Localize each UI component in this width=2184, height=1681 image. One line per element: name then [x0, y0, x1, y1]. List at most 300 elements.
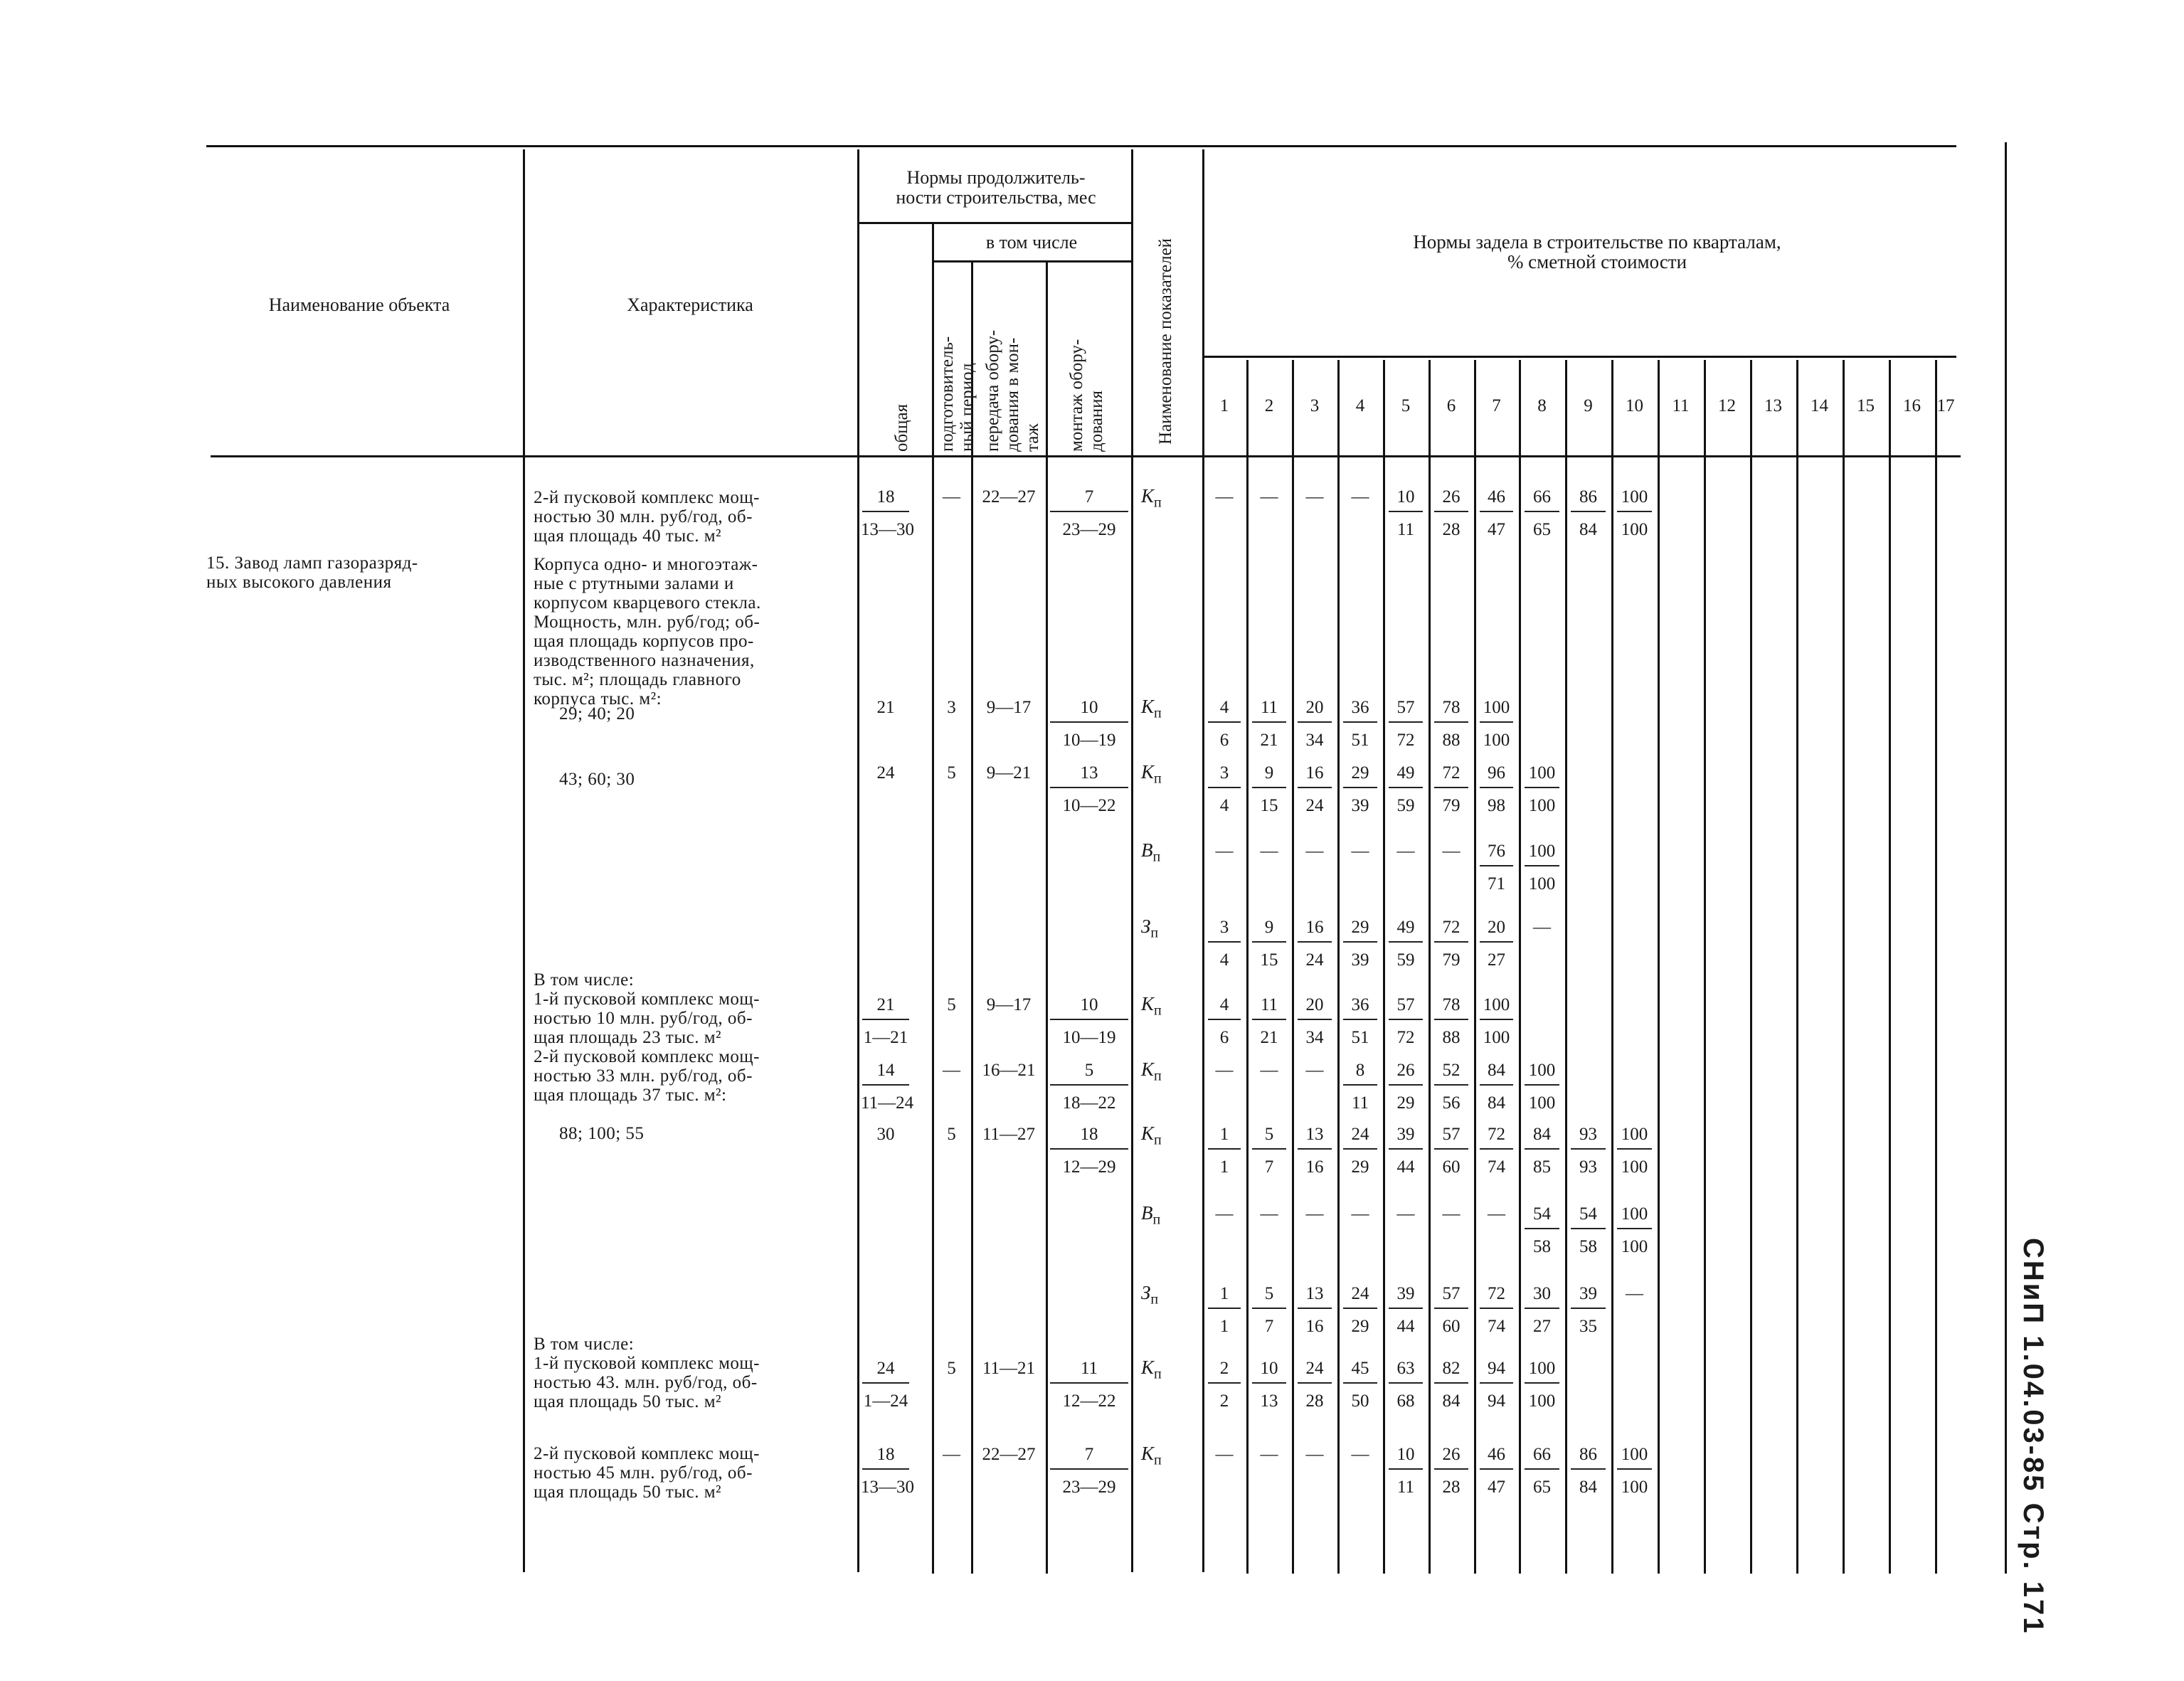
quarter-header: 4 — [1355, 396, 1365, 415]
quarter-value-alt: 11 — [1351, 1093, 1369, 1113]
quarter-value-alt: 72 — [1396, 1028, 1415, 1047]
quarter-value-alt: 84 — [1579, 1478, 1597, 1497]
quarter-value: 11 — [1260, 995, 1278, 1014]
quarter-value-alt: 100 — [1483, 1028, 1510, 1047]
mount-period: 13 — [1080, 763, 1098, 783]
quarter-value-alt: 74 — [1488, 1157, 1505, 1177]
quarter-value: 5 — [1264, 1284, 1274, 1303]
quarter-value: 26 — [1442, 1445, 1461, 1464]
mount-period-range: 10—19 — [1062, 731, 1116, 750]
quarter-value: 76 — [1488, 842, 1505, 861]
mount-period: 10 — [1080, 995, 1098, 1014]
fraction-line — [1343, 1084, 1377, 1086]
quarter-value: 39 — [1396, 1284, 1415, 1303]
transfer-period: 16—21 — [982, 1061, 1036, 1080]
quarter-value-alt: 72 — [1396, 731, 1415, 750]
char-text-3: 43; 60; 30 — [559, 770, 635, 789]
mount-period: 5 — [1084, 1061, 1094, 1080]
quarter-divider — [1889, 360, 1891, 1574]
quarter-header: 2 — [1264, 396, 1274, 415]
total-duration: 24 — [876, 1359, 895, 1378]
quarter-value: 52 — [1442, 1061, 1461, 1080]
fraction-line — [1050, 1382, 1128, 1384]
quarter-value: 54 — [1533, 1204, 1551, 1224]
column-divider — [857, 149, 859, 1572]
transfer-period: 11—21 — [982, 1359, 1036, 1378]
fraction-line — [1050, 1084, 1128, 1086]
mount-period: 18 — [1080, 1125, 1098, 1144]
quarter-value-alt: 27 — [1488, 950, 1505, 970]
total-duration: 30 — [876, 1125, 895, 1144]
quarter-value: — — [1351, 842, 1369, 861]
fraction-line — [1298, 1382, 1332, 1384]
prep-period: 5 — [947, 763, 956, 783]
quarter-value: 3 — [1219, 763, 1229, 783]
char-text-4b: 88; 100; 55 — [559, 1124, 645, 1143]
quarter-value-alt: 50 — [1351, 1391, 1369, 1411]
quarter-value: — — [1260, 842, 1278, 861]
quarter-header: 10 — [1626, 396, 1643, 415]
quarter-value: 49 — [1396, 918, 1415, 937]
quarter-value: 8 — [1355, 1061, 1365, 1080]
indicator-label: $К_п$ — [1141, 1443, 1162, 1468]
quarter-divider — [1565, 360, 1567, 1574]
quarter-value: — — [1305, 487, 1324, 507]
quarter-value-alt: 84 — [1442, 1391, 1461, 1411]
fraction-line — [1343, 1308, 1377, 1309]
quarter-divider — [1843, 360, 1845, 1574]
quarter-value: — — [1442, 1204, 1461, 1224]
indicator-label: $К_п$ — [1141, 761, 1162, 787]
quarter-value-alt: 100 — [1528, 796, 1556, 815]
quarter-value: 4 — [1219, 698, 1229, 717]
quarter-value: — — [1260, 1204, 1278, 1224]
fraction-line — [1617, 511, 1652, 512]
fraction-line — [1434, 1308, 1468, 1309]
quarter-value-alt: 100 — [1621, 1157, 1648, 1177]
fraction-line — [1571, 1228, 1606, 1229]
header-bottom-border — [211, 455, 1961, 457]
quarter-header: 17 — [1936, 396, 1955, 415]
quarter-value-alt: 27 — [1533, 1317, 1551, 1336]
fraction-line — [1617, 1148, 1652, 1150]
quarter-value-alt: 29 — [1351, 1157, 1369, 1177]
quarter-value: — — [1305, 842, 1324, 861]
quarter-value-alt: 13 — [1260, 1391, 1278, 1411]
fraction-line — [1208, 941, 1241, 943]
fraction-line — [1525, 1382, 1559, 1384]
quarter-value: 86 — [1579, 1445, 1597, 1464]
quarter-value-alt: 100 — [1621, 520, 1648, 539]
quarter-value: — — [1488, 1204, 1505, 1224]
total-duration: 21 — [876, 698, 895, 717]
quarter-header: 12 — [1718, 396, 1736, 415]
quarter-header: 5 — [1401, 396, 1411, 415]
total-duration-range: 11—24 — [861, 1093, 914, 1113]
quarter-value: 30 — [1533, 1284, 1551, 1303]
indicator-label: $К_п$ — [1141, 696, 1162, 721]
quarter-value-alt: 7 — [1264, 1157, 1274, 1177]
quarter-value: — — [1351, 1445, 1369, 1464]
fraction-line — [1298, 941, 1332, 943]
total-duration-range: 1—21 — [863, 1028, 908, 1047]
fraction-line — [1480, 1382, 1513, 1384]
indicator-label: $К_п$ — [1141, 485, 1162, 511]
quarter-value: — — [1305, 1061, 1324, 1080]
indicator-label: $З_п$ — [1141, 916, 1159, 941]
quarter-value-alt: 51 — [1351, 1028, 1369, 1047]
mount-period: 11 — [1080, 1359, 1098, 1378]
indicator-label: $К_п$ — [1141, 1357, 1162, 1382]
quarter-value: 94 — [1488, 1359, 1505, 1378]
quarter-value-alt: 58 — [1579, 1237, 1597, 1256]
total-duration: 21 — [876, 995, 895, 1014]
quarter-value: 86 — [1579, 487, 1597, 507]
fraction-line — [1571, 1468, 1606, 1470]
quarter-value: 66 — [1533, 1445, 1551, 1464]
quarter-value: — — [1442, 842, 1461, 861]
fraction-line — [862, 1382, 909, 1384]
prep-period: 5 — [947, 1125, 956, 1144]
quarter-value: 100 — [1621, 487, 1648, 507]
quarter-value: 100 — [1528, 763, 1556, 783]
fraction-line — [1343, 941, 1377, 943]
quarter-divider — [1935, 360, 1937, 1574]
quarter-value: — — [1351, 487, 1369, 507]
fraction-line — [1480, 511, 1513, 512]
quarter-value-alt: 100 — [1483, 731, 1510, 750]
fraction-line — [1571, 1148, 1606, 1150]
header-backlog-norms: Нормы задела в строительстве по кварталам, % сметной стоимости — [1413, 231, 1781, 272]
fraction-line — [862, 1468, 909, 1470]
quarter-value: 57 — [1442, 1284, 1461, 1303]
quarter-value: — — [1305, 1204, 1324, 1224]
fraction-line — [1434, 1468, 1468, 1470]
quarter-value-alt: 88 — [1442, 1028, 1461, 1047]
quarter-value-alt: 28 — [1442, 1478, 1461, 1497]
fraction-line — [1343, 1148, 1377, 1150]
quarter-value-alt: 84 — [1488, 1093, 1505, 1113]
total-duration: 18 — [876, 487, 895, 507]
fraction-line — [1050, 721, 1128, 723]
header-transfer: передача обору- дования в мон- таж — [983, 329, 1042, 452]
char-text-6: 2-й пусковой комплекс мощ- ностью 45 млн. руб/год, об- щая площадь 50 тыс. м² — [534, 1444, 760, 1502]
quarter-value: — — [1215, 842, 1234, 861]
quarter-value: 29 — [1351, 763, 1369, 783]
quarter-header: 7 — [1492, 396, 1501, 415]
prep-period: 3 — [947, 698, 956, 717]
quarter-value-alt: 100 — [1621, 1237, 1648, 1256]
quarter-value: 4 — [1219, 995, 1229, 1014]
quarter-value-alt: 44 — [1396, 1157, 1415, 1177]
quarter-value: — — [1215, 1061, 1234, 1080]
quarter-value: 72 — [1488, 1125, 1505, 1144]
mount-period: 7 — [1084, 1445, 1094, 1464]
quarter-value-alt: 28 — [1305, 1391, 1324, 1411]
header-in-that-number: в том числе — [985, 232, 1078, 253]
quarter-value: — — [1533, 918, 1551, 937]
quarter-value: 13 — [1305, 1125, 1324, 1144]
quarter-value-alt: 1 — [1219, 1157, 1229, 1177]
fraction-line — [1389, 721, 1423, 723]
fraction-line — [1389, 511, 1423, 512]
quarter-value: — — [1260, 1061, 1278, 1080]
quarter-value: 96 — [1488, 763, 1505, 783]
quarter-value-alt: 94 — [1488, 1391, 1505, 1411]
prep-period: 5 — [947, 1359, 956, 1378]
prep-period: — — [943, 1061, 960, 1080]
quarter-value: 57 — [1442, 1125, 1461, 1144]
char-text-5: В том числе: 1-й пусковой комплекс мощ- ностью 43. млн. руб/год, об- щая площадь 50 тыс. м² — [534, 1335, 760, 1411]
fraction-line — [1252, 1019, 1286, 1020]
fraction-line — [1050, 511, 1128, 512]
fraction-line — [1617, 1228, 1652, 1229]
header-prep: подготовитель- ный период — [938, 336, 977, 452]
quarter-value-alt: 60 — [1442, 1317, 1461, 1336]
quarter-value: 54 — [1579, 1204, 1597, 1224]
fraction-line — [1525, 1084, 1559, 1086]
fraction-line — [1252, 1382, 1286, 1384]
quarter-value-alt: 29 — [1396, 1093, 1415, 1113]
right-border — [2005, 142, 2007, 1574]
fraction-line — [1050, 1019, 1128, 1020]
quarter-value: 20 — [1488, 918, 1505, 937]
quarter-value: 100 — [1621, 1445, 1648, 1464]
prep-period: — — [943, 487, 960, 507]
fraction-line — [1434, 1084, 1468, 1086]
mount-period: 10 — [1080, 698, 1098, 717]
quarter-value: 66 — [1533, 487, 1551, 507]
fraction-line — [1434, 1382, 1468, 1384]
fraction-line — [1252, 1148, 1286, 1150]
quarter-value-alt: 47 — [1488, 1478, 1505, 1497]
char-text-2: Корпуса одно- и многоэтаж- ные с ртутными залами и корпусом кварцевого стекла. Мощность, млн. руб/год; об- щая площадь корпусов про- изводственного назначения, тыс. м²; площадь главного корпуса тыс. м²: — [534, 555, 761, 709]
quarter-value-alt: 65 — [1533, 1478, 1551, 1497]
quarter-value-alt: 16 — [1305, 1157, 1324, 1177]
quarter-value: 13 — [1305, 1284, 1324, 1303]
fraction-line — [1298, 721, 1332, 723]
fraction-line — [1525, 1228, 1559, 1229]
quarter-value: — — [1215, 1445, 1234, 1464]
quarter-value-alt: 68 — [1396, 1391, 1415, 1411]
fraction-line — [1480, 941, 1513, 943]
total-duration: 24 — [876, 763, 895, 783]
fraction-line — [1389, 941, 1423, 943]
quarter-value-alt: 24 — [1305, 796, 1324, 815]
quarter-value: 100 — [1621, 1204, 1648, 1224]
prep-period: 5 — [947, 995, 956, 1014]
quarter-value: 9 — [1264, 918, 1274, 937]
fraction-line — [1480, 1148, 1513, 1150]
quarter-divider — [1611, 360, 1613, 1574]
transfer-period: 9—17 — [986, 698, 1032, 717]
quarter-value: 3 — [1219, 918, 1229, 937]
quarter-value: 20 — [1305, 995, 1324, 1014]
quarter-value: 63 — [1396, 1359, 1415, 1378]
quarter-value: 36 — [1351, 698, 1369, 717]
fraction-line — [1434, 721, 1468, 723]
fraction-line — [1050, 1468, 1128, 1470]
total-duration: 14 — [876, 1061, 895, 1080]
quarter-value: 82 — [1442, 1359, 1461, 1378]
quarter-value-alt: 98 — [1488, 796, 1505, 815]
quarter-value: 84 — [1533, 1125, 1551, 1144]
quarter-value-alt: 35 — [1579, 1317, 1597, 1336]
quarter-divider — [1658, 360, 1660, 1574]
quarter-value-alt: 59 — [1396, 950, 1415, 970]
fraction-line — [1298, 1019, 1332, 1020]
mount-period-range: 23—29 — [1062, 520, 1116, 539]
transfer-period: 9—17 — [986, 995, 1032, 1014]
char-text-4: В том числе: 1-й пусковой комплекс мощ- ностью 10 млн. руб/год, об- щая площадь 23 тыс. м² 2-й пусковой комплекс мощ- ностью 33 млн. руб/год, об- щая площадь 37 тыс. м²: — [534, 970, 760, 1105]
quarter-value: 72 — [1442, 918, 1461, 937]
fraction-line — [1389, 1468, 1423, 1470]
total-duration-range: 13—30 — [861, 1478, 914, 1497]
quarter-value: 1 — [1219, 1125, 1229, 1144]
mount-period-range: 10—19 — [1062, 1028, 1116, 1047]
fraction-line — [1298, 1148, 1332, 1150]
quarter-value: 84 — [1488, 1061, 1505, 1080]
quarter-value: — — [1260, 487, 1278, 507]
fraction-line — [1480, 865, 1513, 866]
total-duration-range: 13—30 — [861, 520, 914, 539]
quarter-value: — — [1215, 487, 1234, 507]
fraction-line — [1480, 1308, 1513, 1309]
quarter-value: 100 — [1483, 995, 1510, 1014]
column-divider — [1131, 149, 1133, 1572]
fraction-line — [1252, 941, 1286, 943]
quarter-value: — — [1396, 1204, 1415, 1224]
indicator-label: $З_п$ — [1141, 1282, 1159, 1308]
fraction-line — [1389, 1382, 1423, 1384]
quarter-header: 3 — [1310, 396, 1320, 415]
table-top-border — [206, 145, 1956, 147]
quarter-value-alt: 1 — [1219, 1317, 1229, 1336]
mount-period-range: 18—22 — [1062, 1093, 1116, 1113]
quarter-value-alt: 93 — [1579, 1157, 1597, 1177]
quarter-value: — — [1351, 1204, 1369, 1224]
fraction-line — [1434, 511, 1468, 512]
transfer-period: 9—21 — [986, 763, 1032, 783]
quarter-value: 2 — [1219, 1359, 1229, 1378]
mount-period-range: 10—22 — [1062, 796, 1116, 815]
quarter-value-alt: 21 — [1260, 1028, 1278, 1047]
quarter-header: 8 — [1537, 396, 1547, 415]
quarter-value-alt: 59 — [1396, 796, 1415, 815]
quarter-value: 1 — [1219, 1284, 1229, 1303]
quarter-header: 16 — [1903, 396, 1921, 415]
fraction-line — [1252, 1308, 1286, 1309]
char-text-2b: 29; 40; 20 — [559, 704, 635, 723]
fraction-line — [1389, 1084, 1423, 1086]
fraction-line — [1434, 941, 1468, 943]
fraction-line — [1298, 1308, 1332, 1309]
quarter-value: 39 — [1579, 1284, 1597, 1303]
fraction-line — [1343, 1382, 1377, 1384]
column-divider — [523, 149, 525, 1572]
quarter-value: 24 — [1351, 1284, 1369, 1303]
quarter-value-alt: 74 — [1488, 1317, 1505, 1336]
quarter-value-alt: 34 — [1305, 1028, 1324, 1047]
fraction-line — [862, 511, 909, 512]
header-mount: монтаж обору- дования — [1067, 339, 1106, 452]
mount-period-range: 12—29 — [1062, 1157, 1116, 1177]
mount-period-range: 23—29 — [1062, 1478, 1116, 1497]
fraction-line — [1480, 787, 1513, 788]
quarter-value-alt: 39 — [1351, 950, 1369, 970]
fraction-line — [1208, 1019, 1241, 1020]
quarter-value: 100 — [1528, 1061, 1556, 1080]
transfer-period: 11—27 — [982, 1125, 1036, 1144]
quarter-value-alt: 16 — [1305, 1317, 1324, 1336]
indicator-label: $К_п$ — [1141, 1059, 1162, 1084]
quarter-value-alt: 34 — [1305, 731, 1324, 750]
fraction-line — [1343, 787, 1377, 788]
quarter-value-alt: 4 — [1219, 950, 1229, 970]
fraction-line — [1480, 1468, 1513, 1470]
mount-period-range: 12—22 — [1062, 1391, 1116, 1411]
quarter-value: — — [1215, 1204, 1234, 1224]
fraction-line — [1571, 511, 1606, 512]
fraction-line — [1208, 1308, 1241, 1309]
mount-period: 7 — [1084, 487, 1094, 507]
fraction-line — [1434, 787, 1468, 788]
quarter-value-alt: 6 — [1219, 731, 1229, 750]
fraction-line — [1208, 721, 1241, 723]
quarter-header: 15 — [1857, 396, 1875, 415]
quarter-value: 36 — [1351, 995, 1369, 1014]
quarter-value-alt: 100 — [1621, 1478, 1648, 1497]
header-object-name: Наименование объекта — [268, 295, 450, 315]
quarter-value-alt: 29 — [1351, 1317, 1369, 1336]
header-sub-line — [857, 222, 1131, 224]
quarter-value-alt: 4 — [1219, 796, 1229, 815]
total-duration-range: 1—24 — [863, 1391, 908, 1411]
indicator-label: $В_п$ — [1141, 839, 1161, 865]
quarter-value-alt: 84 — [1579, 520, 1597, 539]
quarter-value: 10 — [1396, 487, 1415, 507]
fraction-line — [1050, 787, 1128, 788]
fraction-line — [1525, 787, 1559, 788]
fraction-line — [1389, 1308, 1423, 1309]
fraction-line — [1480, 1084, 1513, 1086]
quarter-value: 46 — [1488, 1445, 1505, 1464]
quarter-value: 46 — [1488, 487, 1505, 507]
quarter-value: 24 — [1351, 1125, 1369, 1144]
quarter-value-alt: 7 — [1264, 1317, 1274, 1336]
quarter-value-alt: 21 — [1260, 731, 1278, 750]
quarter-value: 100 — [1528, 1359, 1556, 1378]
quarter-header: 13 — [1764, 396, 1782, 415]
quarter-header: 9 — [1584, 396, 1593, 415]
header-duration-norms: Нормы продолжитель- ности строительства, мес — [896, 167, 1096, 208]
quarter-value: 72 — [1488, 1284, 1505, 1303]
char-text-1: 2-й пусковой комплекс мощ- ностью 30 млн. руб/год, об- щая площадь 40 тыс. м² — [534, 488, 760, 546]
quarter-value: 72 — [1442, 763, 1461, 783]
quarter-value-alt: 2 — [1219, 1391, 1229, 1411]
fraction-line — [1252, 787, 1286, 788]
quarter-value-alt: 24 — [1305, 950, 1324, 970]
quarter-header: 1 — [1219, 396, 1229, 415]
quarter-divider — [1750, 360, 1752, 1574]
quarter-value-alt: 100 — [1528, 1391, 1556, 1411]
quarter-value: 100 — [1483, 698, 1510, 717]
quarter-value: 26 — [1442, 487, 1461, 507]
fraction-line — [1480, 721, 1513, 723]
transfer-period: 22—27 — [982, 487, 1036, 507]
fraction-line — [1208, 1382, 1241, 1384]
quarter-header: 6 — [1446, 396, 1456, 415]
